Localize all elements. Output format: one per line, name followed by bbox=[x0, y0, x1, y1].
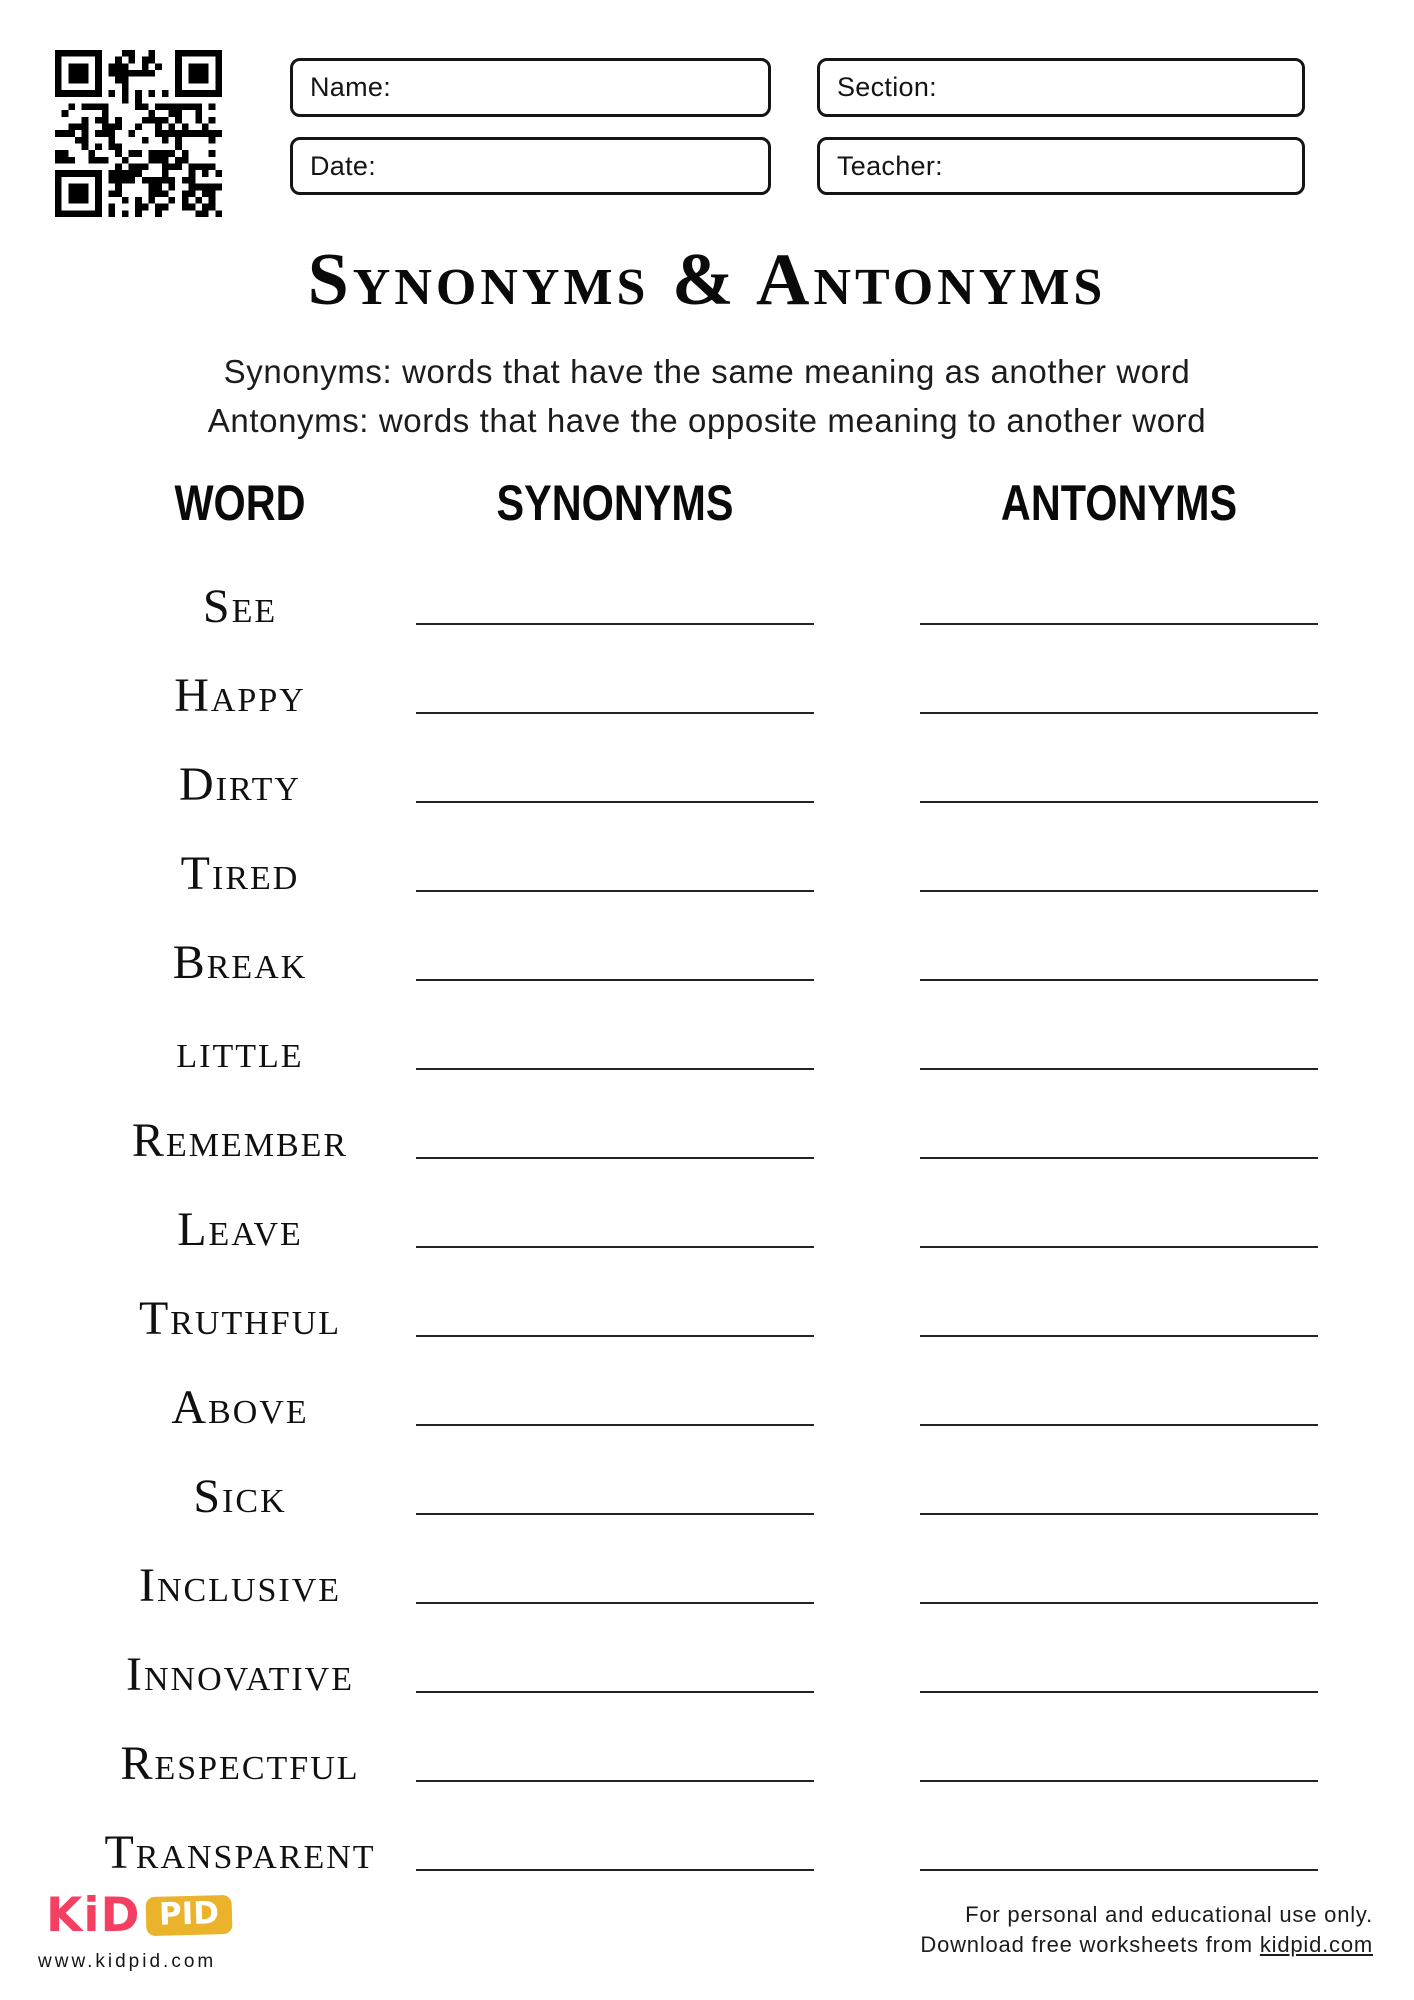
kidpid-logo bbox=[46, 1888, 232, 1943]
synonyms-blank[interactable] bbox=[416, 1335, 814, 1337]
synonyms-blank[interactable] bbox=[416, 1780, 814, 1782]
synonyms-blank[interactable] bbox=[416, 1602, 814, 1604]
synonyms-blank[interactable] bbox=[416, 623, 814, 625]
column-header-antonyms: ANTONYMS bbox=[1000, 473, 1238, 531]
word-label: little bbox=[176, 1025, 304, 1078]
synonyms-blank[interactable] bbox=[416, 1691, 814, 1693]
logo-pid-badge: PID bbox=[145, 1895, 232, 1936]
usage-note: For personal and educational use only. bbox=[965, 1902, 1373, 1927]
table-row bbox=[0, 1007, 1414, 1096]
section-field[interactable] bbox=[817, 58, 1305, 117]
synonyms-blank[interactable] bbox=[416, 1246, 814, 1248]
table-row bbox=[0, 1630, 1414, 1719]
antonyms-blank[interactable] bbox=[920, 1246, 1318, 1248]
teacher-label: Teacher: bbox=[837, 150, 943, 181]
synonyms-blank[interactable] bbox=[416, 1068, 814, 1070]
date-label: Date: bbox=[310, 150, 377, 181]
word-label: Break bbox=[172, 936, 308, 989]
antonyms-definition: Antonyms: words that have the opposite meaning to another word bbox=[207, 402, 1207, 439]
instructions bbox=[0, 347, 1414, 445]
synonyms-blank[interactable] bbox=[416, 979, 814, 981]
word-label: Happy bbox=[174, 669, 306, 722]
word-label: Inclusive bbox=[138, 1559, 342, 1612]
antonyms-blank[interactable] bbox=[920, 1157, 1318, 1159]
antonyms-blank[interactable] bbox=[920, 801, 1318, 803]
antonyms-blank[interactable] bbox=[920, 1335, 1318, 1337]
table-row bbox=[0, 740, 1414, 829]
word-label: Sick bbox=[193, 1470, 287, 1523]
antonyms-blank[interactable] bbox=[920, 1068, 1318, 1070]
synonyms-definition: Synonyms: words that have the same meaning as another word bbox=[223, 353, 1191, 390]
antonyms-blank[interactable] bbox=[920, 1424, 1318, 1426]
table-row bbox=[0, 1808, 1414, 1897]
name-label: Name: bbox=[310, 72, 392, 102]
antonyms-blank[interactable] bbox=[920, 1513, 1318, 1515]
table-row bbox=[0, 562, 1414, 651]
word-label: Tired bbox=[180, 847, 300, 900]
synonyms-blank[interactable] bbox=[416, 712, 814, 714]
table-row bbox=[0, 829, 1414, 918]
antonyms-blank[interactable] bbox=[920, 712, 1318, 714]
column-header-synonyms: SYNONYMS bbox=[496, 473, 734, 531]
word-label: Remember bbox=[131, 1114, 349, 1167]
synonyms-blank[interactable] bbox=[416, 1869, 814, 1871]
table-row bbox=[0, 918, 1414, 1007]
footer-note bbox=[920, 1900, 1373, 1960]
download-note-text: Download free worksheets from bbox=[920, 1932, 1260, 1957]
antonyms-blank[interactable] bbox=[920, 623, 1318, 625]
name-field[interactable] bbox=[290, 58, 771, 117]
table-row bbox=[0, 1274, 1414, 1363]
column-header-word: WORD bbox=[174, 473, 306, 531]
antonyms-blank[interactable] bbox=[920, 1869, 1318, 1871]
table-row bbox=[0, 651, 1414, 740]
antonyms-blank[interactable] bbox=[920, 890, 1318, 892]
word-label: Above bbox=[171, 1381, 309, 1434]
section-label: Section: bbox=[837, 72, 937, 102]
date-field[interactable] bbox=[290, 137, 771, 195]
website-url: www.kidpid.com bbox=[38, 1951, 217, 1972]
synonyms-blank[interactable] bbox=[416, 1157, 814, 1159]
teacher-field[interactable] bbox=[817, 137, 1305, 195]
word-label: See bbox=[202, 580, 278, 633]
table-row bbox=[0, 1719, 1414, 1808]
table-row bbox=[0, 1541, 1414, 1630]
word-label: Dirty bbox=[179, 758, 301, 811]
synonyms-blank[interactable] bbox=[416, 801, 814, 803]
page-title: Synonyms & Antonyms bbox=[307, 239, 1107, 321]
table-row bbox=[0, 1363, 1414, 1452]
antonyms-blank[interactable] bbox=[920, 1602, 1318, 1604]
download-note bbox=[920, 1930, 1373, 1960]
word-label: Innovative bbox=[125, 1648, 354, 1701]
kidpid-link[interactable]: kidpid.com bbox=[1259, 1932, 1373, 1957]
word-label: Transparent bbox=[104, 1826, 376, 1879]
antonyms-blank[interactable] bbox=[920, 1691, 1318, 1693]
word-label: Truthful bbox=[138, 1292, 342, 1345]
table-row bbox=[0, 1096, 1414, 1185]
antonyms-blank[interactable] bbox=[920, 979, 1318, 981]
antonyms-blank[interactable] bbox=[920, 1780, 1318, 1782]
table-row bbox=[0, 1185, 1414, 1274]
logo-kid-text: KiD bbox=[46, 1888, 141, 1943]
synonyms-blank[interactable] bbox=[416, 1424, 814, 1426]
word-label: Respectful bbox=[120, 1737, 360, 1790]
synonyms-blank[interactable] bbox=[416, 1513, 814, 1515]
qr-code-icon bbox=[55, 50, 222, 217]
word-table bbox=[0, 562, 1414, 1897]
table-row bbox=[0, 1452, 1414, 1541]
synonyms-blank[interactable] bbox=[416, 890, 814, 892]
word-label: Leave bbox=[177, 1203, 303, 1256]
